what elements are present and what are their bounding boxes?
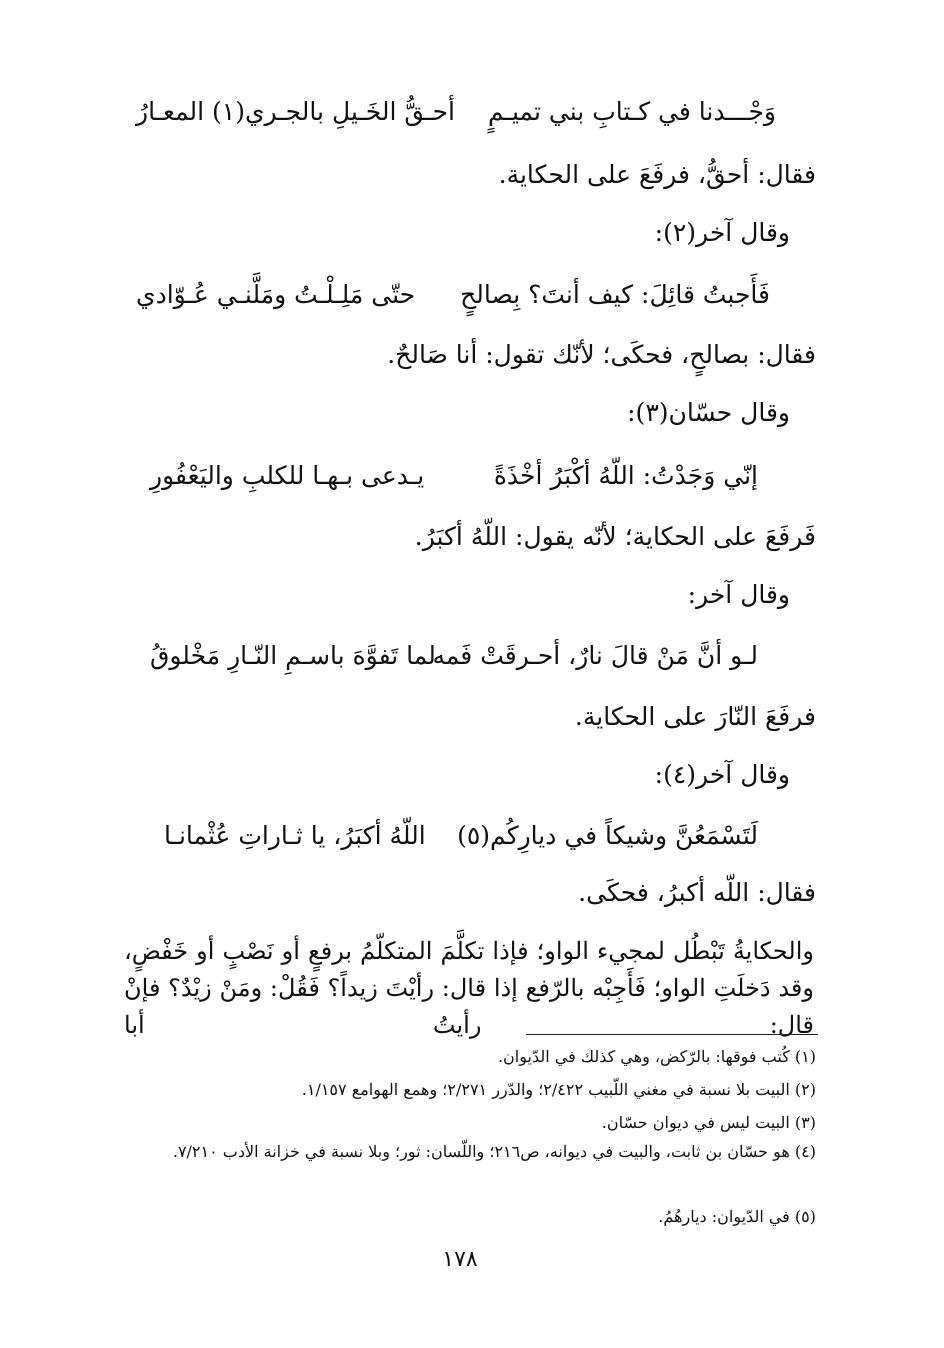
footnote-2: (٢) البيت بلا نسبة في مغني اللّبيب ٢/٤٢٢؛ والدّرر ٢/٢٧١؛ وهمع الهوامع ١/١٥٧.	[301, 1080, 816, 1099]
verse-5	[164, 816, 758, 856]
commentary-line-6: وقال آخر:	[687, 580, 790, 609]
verse-3	[150, 456, 758, 496]
commentary-line-4: وقال حسّان(٣):	[627, 398, 790, 427]
verse-1-second-hemistich: أحـقُّ الخَـيلِ بالجـري(١) المعـارُ	[136, 97, 455, 126]
commentary-line-9: فقال: اللّه أكبرُ، فحكَى.	[578, 878, 816, 907]
verse-2	[136, 275, 770, 315]
footnote-3: (٣) البيت ليس في ديوان حسّان.	[601, 1113, 816, 1132]
verse-5-second-hemistich: اللّهُ أكبَرُ، يا ثـاراتِ عُثْمانـا	[164, 821, 426, 850]
verse-2-second-hemistich: حتّى مَلِـلْـتُ ومَلَّنـي عُـوّادي	[136, 280, 416, 309]
verse-4-first-hemistich: لـو أنَّ مَنْ قالَ نارٌ، أحـرقَتْ فَمه	[432, 641, 758, 670]
page-number: ١٧٨	[442, 1247, 478, 1272]
commentary-line-2: وقال آخر(٢):	[654, 218, 790, 247]
verse-1-first-hemistich: وَجْـــدنا في كـتابِ بني تميـمٍ	[488, 97, 776, 126]
footnote-5: (٥) في الدّيوان: ديارهُمُ.	[658, 1207, 816, 1226]
verse-2-first-hemistich: فَأَجبتُ قائِلَ: كيف أنتَ؟ بِصالحٍ	[460, 280, 770, 309]
footnote-4: (٤) هو حسّان بن ثابت، والبيت في ديوانه، ص٢١٦؛ واللّسان: ثور؛ وبلا نسبة في خزانة الأدب ٧/٢١٠.	[172, 1142, 816, 1161]
commentary-line-7: فرفَعَ النّارَ على الحكاية.	[574, 702, 816, 731]
commentary-line-5: فَرفَعَ على الحكاية؛ لأنّه يقول: اللّهُ أكبَرُ.	[414, 522, 816, 551]
verse-3-second-hemistich: يـدعى بـهـا للكلبِ واليَعْفُورِ	[150, 461, 425, 490]
commentary-line-1: فقال: أحقُّ، فرفَعَ على الحكاية.	[498, 160, 816, 189]
verse-1	[136, 92, 776, 132]
commentary-line-3: فقال: بصالحٍ، فحكَى؛ لأنّك تقول: أنا صَالحٌ.	[387, 340, 816, 369]
commentary-line-8: وقال آخر(٤):	[654, 760, 790, 789]
verse-4-second-hemistich: لما تَفوَّهَ باسـمِ النّـارِ مَخْلوقُ	[150, 641, 436, 670]
body-paragraph: والحكايةُ تَبْطُل لمجيء الواو؛ فإذا تكلَّمَ المتكلّمُ برفعٍ أو نَصْبٍ أو خَفْضٍ، وقد دَخلَتِ الواو؛ فَأَجِبْه بالرّفع إذا قال: رأيْتَ زيداً؟ فَقُلْ: ومَنْ زيْدٌ؟ فإنْ قال: رأيتُ أبا	[124, 937, 814, 1039]
verse-3-first-hemistich: إنّي وَجَدْتُ: اللّهُ أكْبَرُ أخْذَةً	[493, 461, 758, 490]
verse-4	[150, 636, 758, 676]
footnote-1: (١) كُتب فوقها: بالرّكض، وهي كذلك في الدّيوان.	[497, 1047, 816, 1066]
verse-5-first-hemistich: لَتَسْمَعُنَّ وشيكاً في ديارِكُم(٥)	[457, 821, 758, 850]
footnote-divider	[526, 1034, 818, 1035]
